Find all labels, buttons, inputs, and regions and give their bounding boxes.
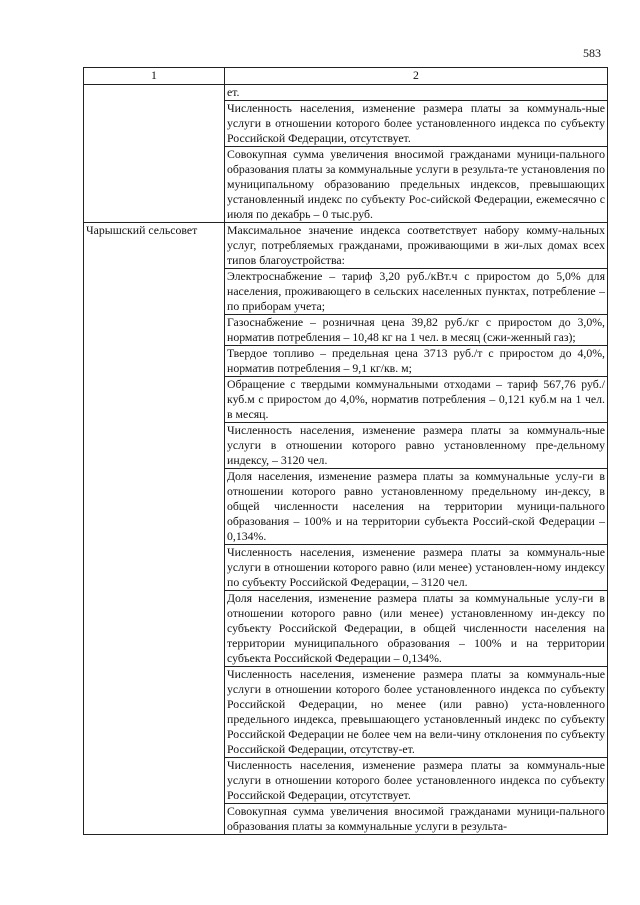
page-number: 583 — [583, 46, 601, 60]
column-header-2: 2 — [225, 68, 608, 85]
paragraph: Численность населения, изменение размера платы за коммуналь-ные услуги в отношении которого равно (или менее) установлен-ному индексу по субъекту Российской Федерации, – 3120 чел. — [227, 545, 605, 589]
description-cell — [225, 85, 608, 223]
paragraph: Твердое топливо – предельная цена 3713 руб./т с приростом до 4,0%, норматив потребления – 9,1 кг/кв. м; — [227, 346, 605, 375]
paragraph: Максимальное значение индекса соответствует набору комму-нальных услуг, потребляемых гражданами, проживающими в жи-лых домах всех типов благоустройства: — [227, 223, 605, 267]
paragraph: Численность населения, изменение размера платы за коммуналь-ные услуги в отношении которого равно установленному пре-дельному индексу, – 3120 чел. — [227, 423, 605, 467]
document-table — [83, 67, 608, 835]
table-row — [84, 223, 608, 835]
table-row — [84, 85, 608, 223]
paragraph: Доля населения, изменение размера платы за коммунальные услу-ги в отношении которого равно установленному предельному ин-дексу, в общей численности населения на территории муници-пального образования – 100% и на территории субъекта Россий-ской Федерации – 0,134%. — [227, 469, 605, 543]
municipality-name — [84, 85, 225, 223]
paragraph: Численность населения, изменение размера платы за коммуналь-ные услуги в отношении которого более установленного индекса по субъекту Российской Федерации, отсутствует. — [227, 758, 605, 802]
paragraph: ет. — [225, 85, 607, 101]
paragraph: Электроснабжение – тариф 3,20 руб./кВт.ч с приростом до 5,0% для населения, проживающего в сельских населенных пунктах, потребление – по приборам учета; — [227, 269, 605, 313]
paragraph: Доля населения, изменение размера платы за коммунальные услу-ги в отношении которого равно (или менее) установленному ин-дексу по субъекту Российской Федерации, в общей численности населения на территории муниципального образования – 100% и на территории субъекта Российской Федерации – 0,134%. — [227, 591, 605, 665]
paragraph: Совокупная сумма увеличения вносимой гражданами муници-пального образования платы за коммунальные услуги в результа-те установления по муниципальному образованию предельных индексов, превышающих установленный индекс по субъекту Рос-сийской Федерации, ежемесячно с июля по декабрь – 0 тыс.руб. — [227, 147, 605, 221]
paragraph: Обращение с твердыми коммунальными отходами – тариф 567,76 руб./куб.м с приростом до 4,0%, норматив потребления – 0,121 куб.м на 1 чел. в месяц. — [227, 377, 605, 421]
table-header-row — [84, 68, 608, 85]
municipality-name: Чарышский сельсовет — [84, 223, 225, 835]
paragraph: Газоснабжение – розничная цена 39,82 руб./кг с приростом до 3,0%, норматив потребления – 10,48 кг на 1 чел. в месяц (сжи-женный газ); — [227, 315, 605, 344]
description-cell — [225, 223, 608, 835]
paragraph: Численность населения, изменение размера платы за коммуналь-ные услуги в отношении которого более установленного индекса по субъекту Российской Федерации, отсутствует. — [227, 101, 605, 145]
paragraph: Численность населения, изменение размера платы за коммуналь-ные услуги в отношении которого более установленного индекса по субъекту Российской Федерации, но менее (или равно) уста-новленного предельного индекса, превышающего установленный индекс по субъекту Российской Федерации не более чем на вели-чину отклонения по субъекту Российской Федерации, отсутству-ет. — [227, 667, 605, 756]
paragraph: Совокупная сумма увеличения вносимой гражданами муници-пального образования платы за коммунальные услуги в результа- — [227, 804, 605, 833]
column-header-1: 1 — [84, 68, 225, 85]
